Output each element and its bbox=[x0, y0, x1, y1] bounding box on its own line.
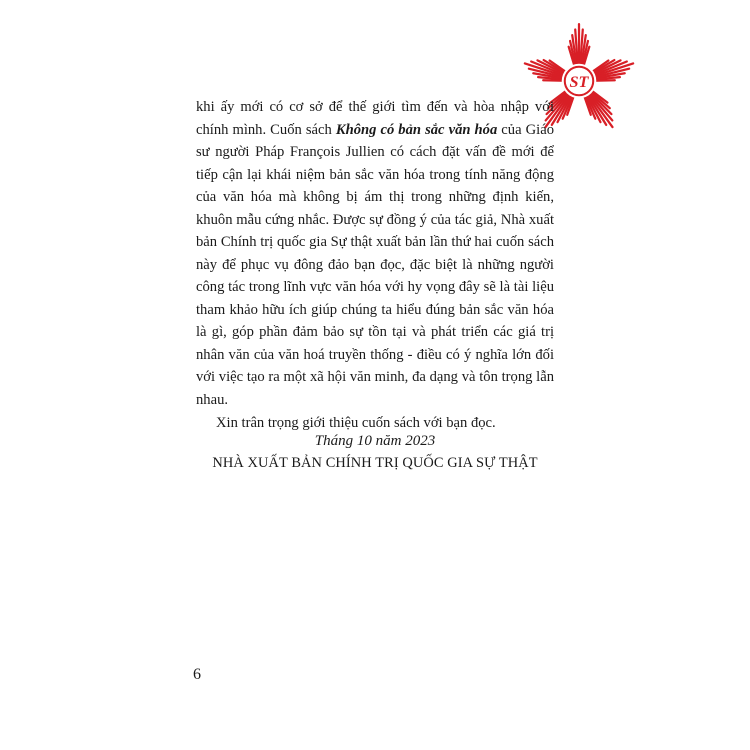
book-title: Không có bản sắc văn hóa bbox=[335, 121, 498, 138]
signature-publisher: NHÀ XUẤT BẢN CHÍNH TRỊ QUỐC GIA SỰ THẬT bbox=[212, 455, 538, 471]
paragraph-1-lead: khi ấy mới có cơ sở để thế giới tìm đến và hòa nhập với chính mình. Cuốn sách bbox=[196, 99, 554, 138]
paragraph-2: Xin trân trọng giới thiệu cuốn sách với bạn đọc. bbox=[216, 415, 496, 431]
body-text bbox=[196, 96, 554, 435]
signature-date: Tháng 10 năm 2023 bbox=[314, 433, 436, 449]
logo-monogram: ST bbox=[569, 73, 589, 92]
paragraph-1 bbox=[196, 96, 554, 411]
paragraph-1-rest: của Giáo sư người Pháp François Jullien có cách đặt vấn đề mới để tiếp cận lại khái niệm bản sắc văn hóa trong tính năng động của văn hóa mà không bị ám thị trong những định kiến, khuôn mẫu cứng nhắc. Được sự đồng ý của tác giả, Nhà xuất bản Chính trị quốc gia Sự thật xuất bản lần thứ hai cuốn sách này để phục vụ đông đảo bạn đọc, đặc biệt là những người công tác trong lĩnh vực văn hóa với hy vọng đây sẽ là tài liệu tham khảo hữu ích giúp chúng ta hiểu đúng bản sắc văn hóa là gì, góp phần đảm bảo sự tồn tại và phát triển các giá trị nhân văn của văn hoá truyền thống - điều có ý nghĩa lớn đối với việc tạo ra một xã hội văn minh, đa dạng và tôn trọng lẫn nhau. bbox=[196, 121, 554, 408]
page-number: 6 bbox=[193, 666, 201, 683]
